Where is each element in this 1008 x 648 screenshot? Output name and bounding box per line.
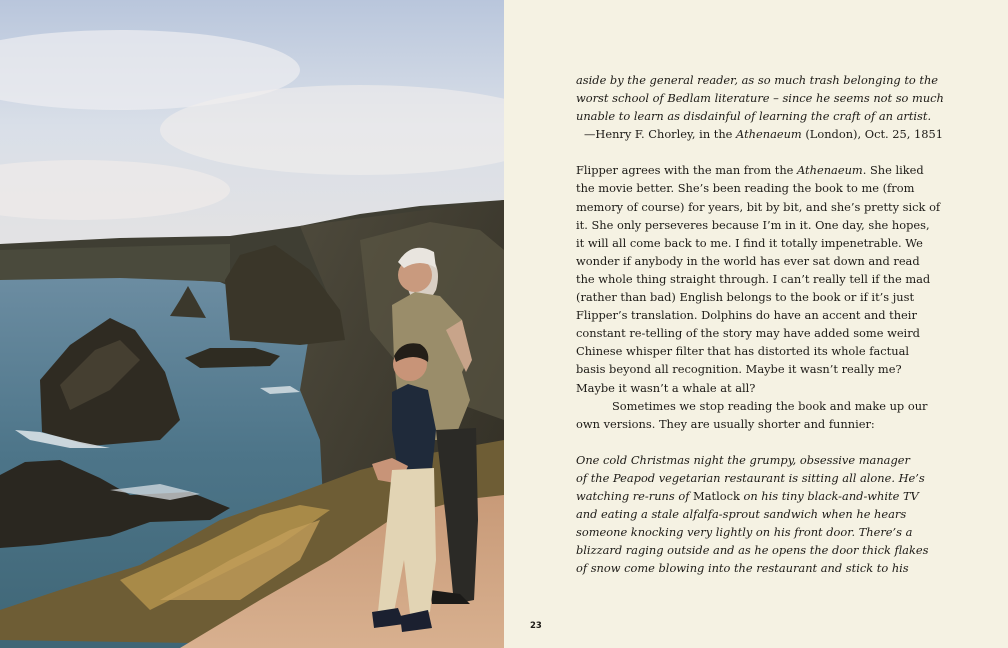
p1-line1-italic: Athenaeum [797, 163, 863, 178]
paragraph-flipper [576, 161, 941, 396]
paragraph-line: it will all come back to me. I find it totally impenetrable. We [576, 235, 923, 250]
quote-attribution [576, 125, 943, 143]
paragraph-line: memory of course) for years, bit by bit, and she’s pretty sick of [576, 199, 941, 214]
paragraph-line: it. She only perseveres because I’m in it. One day, she hopes, [576, 217, 930, 232]
story-line3-roman: Matlock [693, 488, 740, 503]
paragraph-line: constant re-telling of the story may have added some weird [576, 326, 920, 341]
spacer [576, 143, 938, 161]
paragraph-line [576, 161, 938, 179]
paragraph-line: Chinese whisper filter that has distorted its whole factual [576, 344, 910, 359]
attribution-prefix: —Henry F. Chorley, in the [584, 127, 737, 142]
paragraph-line: the movie better. She’s been reading the book to me (from [576, 181, 915, 196]
paragraph-versions [576, 397, 938, 433]
story-line3-a: watching re-runs of [576, 488, 694, 503]
quote-line: unable to learn as disdainful of learning the craft of an artist. [576, 109, 932, 124]
text-column [576, 71, 944, 577]
story-line: One cold Christmas night the grumpy, obsessive manager [576, 452, 910, 467]
story-line [576, 487, 938, 505]
story-line: someone knocking very lightly on his front door. There’s a [576, 525, 913, 540]
paragraph-line: Flipper’s translation. Dolphins do have an accent and their [576, 308, 917, 323]
story-line: and eating a stale alfalfa-sprout sandwich when he hears [576, 507, 907, 522]
paragraph-line: basis beyond all recognition. Maybe it wasn’t really me? [576, 362, 902, 377]
text-page [504, 0, 1008, 648]
paragraph-line: Maybe it wasn’t a whale at all? [576, 380, 756, 395]
spacer [576, 433, 938, 451]
quote-line: worst school of Bedlam literature – since he seems not so much [576, 91, 944, 106]
p1-line1-a: Flipper agrees with the man from the [576, 163, 798, 178]
paragraph-line: (rather than bad) English belongs to the book or if it’s just [576, 290, 915, 305]
paragraph-line: wonder if anybody in the world has ever sat down and read [576, 253, 920, 268]
quote-block [576, 71, 944, 143]
p1-line1-b: . She liked [862, 163, 924, 178]
quote-line: aside by the general reader, as so much trash belonging to the [576, 73, 939, 87]
attribution-source: Athenaeum [736, 127, 802, 142]
paragraph-line: the whole thing straight through. I can’t really tell if the mad [576, 271, 931, 286]
story-line3-b: on his tiny black-and-white TV [739, 488, 919, 503]
story-line: of snow come blowing into the restaurant and stick to his [576, 561, 909, 576]
story-line: blizzard raging outside and as he opens the door thick flakes [576, 543, 929, 558]
paragraph-line: own versions. They are usually shorter and funnier: [576, 416, 875, 431]
story-block [576, 451, 938, 578]
attribution-suffix: (London), Oct. 25, 1851 [801, 127, 943, 142]
story-line: of the Peapod vegetarian restaurant is sitting all alone. He’s [576, 470, 925, 485]
paragraph-line: Sometimes we stop reading the book and make up our [612, 398, 928, 413]
page-number: 23 [530, 621, 542, 631]
